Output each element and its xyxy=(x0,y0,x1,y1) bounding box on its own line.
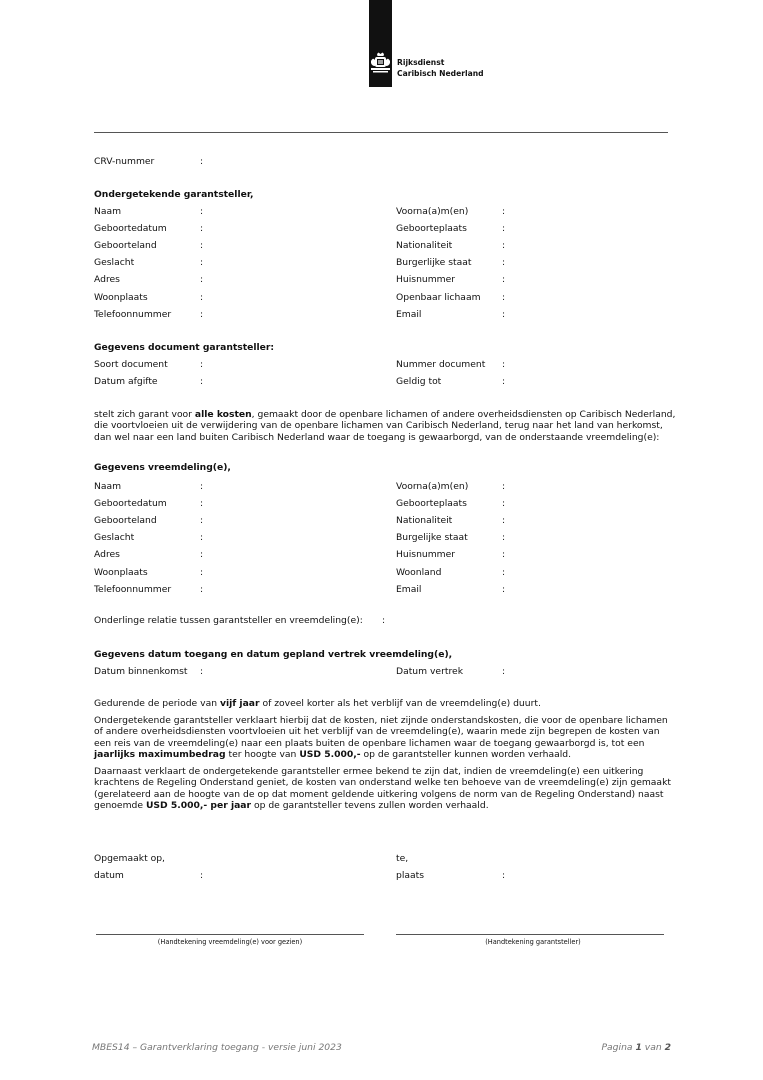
guarantor-field-left-colon: : xyxy=(200,240,204,252)
foreigner-field-right-label: Voorna(a)m(en) xyxy=(396,481,469,492)
foreigner-field-right-label: Burgelijke staat xyxy=(396,532,468,544)
foreigner-field-right-colon: : xyxy=(502,532,506,544)
guarantor-field-left-label: Telefoonnummer xyxy=(94,308,172,320)
foreigner-field-right-colon: : xyxy=(502,566,506,578)
foreigner-field-right-colon: : xyxy=(502,583,506,595)
logo-text xyxy=(397,57,484,79)
guarantor-field-right-colon: : xyxy=(502,257,506,269)
departure-date-label: Datum vertrek xyxy=(396,666,464,677)
guarantor-field-right-label: Burgerlijke staat xyxy=(396,257,472,269)
costs-text-bold-2: USD 5.000,- xyxy=(299,749,361,761)
foreigner-field-left-label: Naam xyxy=(94,481,122,492)
foreigner-field-right-label: Email xyxy=(396,583,422,595)
support-text-bold: USD 5.000,- per jaar xyxy=(145,800,252,812)
guarantor-field-left-colon: : xyxy=(200,206,204,217)
footer-page-current: 1 xyxy=(635,1042,642,1053)
guarantor-field-left-label: Adres xyxy=(94,274,120,286)
guarantor-field-left-label: Geboorteland xyxy=(94,240,157,252)
foreigner-field-right-colon: : xyxy=(502,549,506,561)
departure-date-colon: : xyxy=(502,666,506,677)
foreigner-field-left-label: Telefoonnummer xyxy=(94,583,172,595)
footer-document-id: MBES14 – Garantverklaring toegang - versie juni 2023 xyxy=(92,1042,342,1053)
document-field-left-label: Datum afgifte xyxy=(94,376,158,387)
foreigner-field-right-label: Nationaliteit xyxy=(396,515,453,527)
footer-page-number xyxy=(602,1042,671,1053)
guarantor-field-left-colon: : xyxy=(200,308,204,320)
foreigner-field-left-label: Adres xyxy=(94,549,120,561)
period-paragraph xyxy=(94,698,676,709)
guarantor-field-right-colon: : xyxy=(502,274,506,286)
foreigner-field-left-label: Woonplaats xyxy=(94,566,148,578)
foreigner-field-right-label: Huisnummer xyxy=(396,549,456,561)
foreigner-field-left-colon: : xyxy=(200,498,204,510)
foreigner-field-left-label: Geboorteland xyxy=(94,515,157,527)
footer-page-word: Pagina xyxy=(601,1042,633,1053)
period-text-post: of zoveel korter als het verblijf van de vreemdeling(e) duurt. xyxy=(259,698,541,709)
foreigner-field-left-label: Geboortedatum xyxy=(94,498,167,510)
made-on-label: Opgemaakt op, xyxy=(94,853,165,864)
foreigner-field-left-colon: : xyxy=(200,481,204,492)
guarantor-field-right-label: Email xyxy=(396,308,422,320)
relation-colon: : xyxy=(382,615,386,626)
rijksdienst-logo xyxy=(369,0,489,87)
foreigner-field-right-colon: : xyxy=(502,498,506,510)
guarantor-field-right-label: Voorna(a)m(en) xyxy=(396,206,469,217)
made-at-label: te, xyxy=(396,853,409,864)
foreigner-heading: Gegevens vreemdeling(e), xyxy=(94,462,231,473)
foreigner-field-left-colon: : xyxy=(200,532,204,544)
dates-heading: Gegevens datum toegang en datum gepland vertrek vreemdeling(e), xyxy=(94,649,453,660)
costs-text-pre: Ondergetekende garantsteller verklaart hierbij dat de kosten, niet zijnde onderstandskosten, die voor de openbare lichamen of andere overheidsdiensten voortvloeien uit het verblijf van de vreemdeling(e), waarin mede zijn begrepen de kosten van een reis van de vreemdeling(e) naar een plaats buiten de openbare lichamen waar de toegang gewaarborgd is, tot een xyxy=(94,715,668,749)
foreigner-field-left-label: Geslacht xyxy=(94,532,135,544)
header-divider xyxy=(94,132,668,133)
foreigner-field-left-colon: : xyxy=(200,566,204,578)
document-field-right-label: Geldig tot xyxy=(396,376,442,387)
guarantor-field-right-colon: : xyxy=(502,308,506,320)
date-colon: : xyxy=(200,870,204,881)
document-field-right-label: Nummer document xyxy=(396,359,486,370)
foreigner-field-right-label: Geboorteplaats xyxy=(396,498,467,510)
guarantor-field-right-label: Nationaliteit xyxy=(396,240,453,252)
crv-colon: : xyxy=(200,156,204,167)
support-text-post: op de garantsteller tevens zullen worden verhaald. xyxy=(251,800,489,812)
guarantor-field-right-colon: : xyxy=(502,206,506,217)
guarantor-field-right-colon: : xyxy=(502,240,506,252)
guarantor-field-left-label: Naam xyxy=(94,206,122,217)
foreigner-field-left-colon: : xyxy=(200,583,204,595)
place-label: plaats xyxy=(396,870,425,881)
costs-text-post: op de garantsteller kunnen worden verhaald. xyxy=(360,749,572,761)
guarantor-field-right-label: Huisnummer xyxy=(396,274,456,286)
footer-page-total: 2 xyxy=(664,1042,671,1053)
arrival-date-label: Datum binnenkomst xyxy=(94,666,188,677)
costs-paragraph xyxy=(94,715,676,761)
foreigner-field-right-colon: : xyxy=(502,481,506,492)
logo-line-1: Rijksdienst xyxy=(397,58,445,67)
crown-lion-emblem-icon xyxy=(370,52,391,74)
document-field-left-colon: : xyxy=(200,359,204,370)
guarantor-field-left-label: Woonplaats xyxy=(94,291,148,303)
place-colon: : xyxy=(502,870,506,881)
logo-line-2: Caribisch Nederland xyxy=(397,69,484,78)
support-paragraph xyxy=(94,766,676,812)
period-text-pre: Gedurende de periode van xyxy=(94,698,220,709)
document-field-right-colon: : xyxy=(502,376,506,387)
guarantor-field-right-label: Openbaar lichaam xyxy=(396,291,481,303)
document-field-left-colon: : xyxy=(200,376,204,387)
guarantor-field-right-colon: : xyxy=(502,291,506,303)
footer-of-word: van xyxy=(644,1042,662,1053)
document-field-right-colon: : xyxy=(502,359,506,370)
guarantor-heading: Ondergetekende garantsteller, xyxy=(94,189,254,200)
guarantor-field-left-colon: : xyxy=(200,274,204,286)
guarantor-field-right-label: Geboorteplaats xyxy=(396,223,467,235)
crv-label: CRV-nummer xyxy=(94,156,155,167)
signature-line-foreigner xyxy=(96,934,364,935)
guarantee-text-bold: alle kosten xyxy=(194,409,252,420)
support-text-pre: Daarnaast verklaart de ondergetekende garantsteller ermee bekend te zijn dat, indien de vreemdeling(e) een uitkering krachtens de Regeling Onderstand geniet, de kosten van onderstand welke ten behoeve van de vreemdeling(e) zijn gemaakt (gerelateerd aan de hoogte van de op dat moment geldende uitkering volgens de norm van de Regeling Onderstand) naast genoemde xyxy=(94,766,671,812)
foreigner-field-left-colon: : xyxy=(200,549,204,561)
costs-text-bold-1: jaarlijks maximumbedrag xyxy=(94,749,226,761)
foreigner-field-right-colon: : xyxy=(502,515,506,527)
guarantor-field-left-label: Geboortedatum xyxy=(94,223,167,235)
foreigner-field-right-label: Woonland xyxy=(396,566,442,578)
signature-label-foreigner: (Handtekening vreemdeling(e) voor gezien) xyxy=(157,938,303,946)
date-label: datum xyxy=(94,870,124,881)
guarantor-field-left-colon: : xyxy=(200,223,204,235)
guarantee-text-pre: stelt zich garant voor xyxy=(94,409,195,420)
document-heading: Gegevens document garantsteller: xyxy=(94,342,275,353)
foreigner-field-left-colon: : xyxy=(200,515,204,527)
guarantee-paragraph xyxy=(94,409,676,443)
guarantor-field-right-colon: : xyxy=(502,223,506,235)
document-field-left-label: Soort document xyxy=(94,359,168,370)
signature-label-guarantor: (Handtekening garantsteller) xyxy=(485,938,581,946)
logo-bar xyxy=(369,0,392,87)
guarantor-field-left-colon: : xyxy=(200,257,204,269)
guarantor-field-left-label: Geslacht xyxy=(94,257,135,269)
arrival-date-colon: : xyxy=(200,666,204,677)
costs-text-mid: ter hoogte van xyxy=(225,749,300,761)
relation-label: Onderlinge relatie tussen garantsteller en vreemdeling(e): xyxy=(94,615,363,626)
period-text-bold: vijf jaar xyxy=(219,698,260,709)
signature-line-guarantor xyxy=(396,934,664,935)
guarantee-text-post: , gemaakt door de openbare lichamen of andere overheidsdiensten op Caribisch Nederland, die voortvloeien uit de verwijdering van de openbare lichamen van Caribisch Nederland, terug naar het land van herkomst, dan wel naar een land buiten Caribisch Nederland waar de toegang is gewaarborgd, van de onderstaande vreemdeling(e): xyxy=(94,409,676,443)
guarantor-field-left-colon: : xyxy=(200,291,204,303)
